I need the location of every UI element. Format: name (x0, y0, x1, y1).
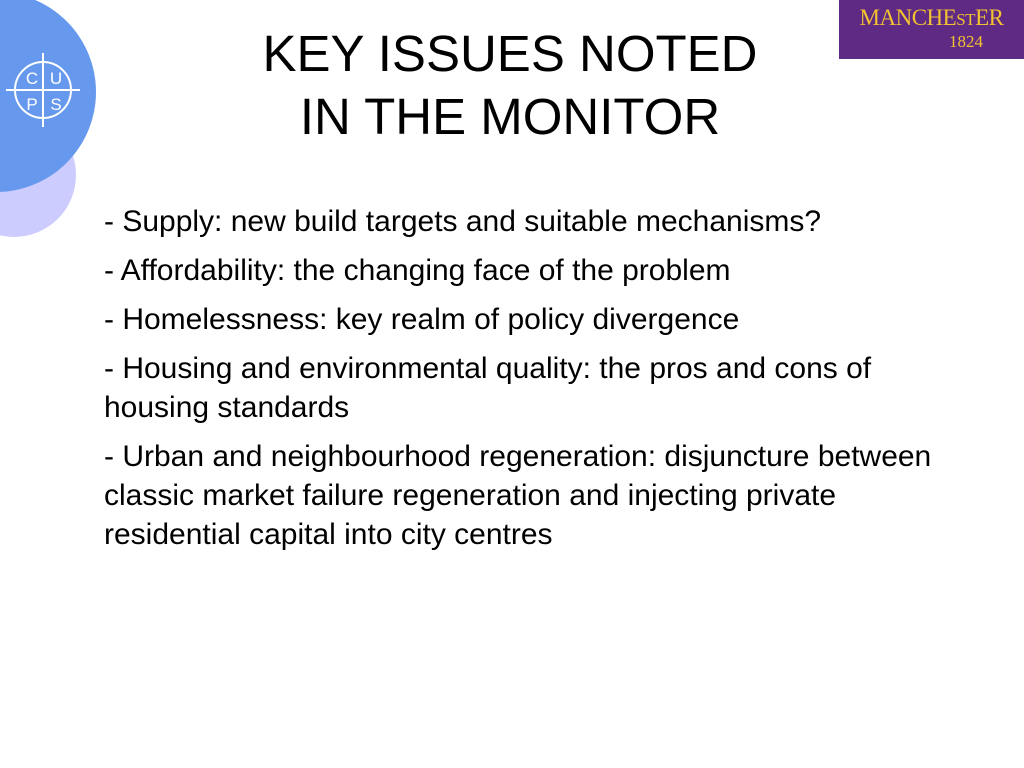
bullet-item-regeneration: - Urban and neighbourhood regeneration: disjuncture between classic market failure regeneration and injecting private residential capital into city centres (104, 440, 932, 551)
slide-title (200, 22, 820, 148)
cups-logo-letter-c: C (25, 69, 39, 88)
manchester-logo (839, 0, 1024, 59)
bullet-item-housing-quality: - Housing and environmental quality: the pros and cons of housing standards (104, 352, 872, 424)
cups-logo-letter-u: U (49, 69, 63, 88)
slide-title-line-1: KEY ISSUES NOTED (262, 25, 758, 82)
bullet-item-homelessness: - Homelessness: key realm of policy divergence (104, 303, 740, 336)
cups-logo-letter-s: S (50, 95, 62, 114)
manchester-logo-wordmark (839, 6, 1024, 29)
manchester-logo-word-part2: E (942, 5, 957, 30)
manchester-logo-word-part3: ST (956, 10, 976, 29)
cups-logo-front-circle (0, 0, 96, 192)
slide-title-line-2: IN THE MONITOR (299, 88, 721, 145)
cups-logo (0, 0, 110, 250)
cups-logo-letter-p: P (26, 95, 38, 114)
manchester-logo-word-part1: MANCH (859, 5, 943, 30)
bullet-item-affordability: - Affordability: the changing face of the problem (104, 254, 731, 287)
bullet-item-supply: - Supply: new build targets and suitable mechanisms? (104, 205, 822, 238)
manchester-logo-word-part4: ER (975, 5, 1004, 30)
manchester-logo-year: 1824 (949, 32, 983, 51)
bullet-list (104, 202, 944, 564)
